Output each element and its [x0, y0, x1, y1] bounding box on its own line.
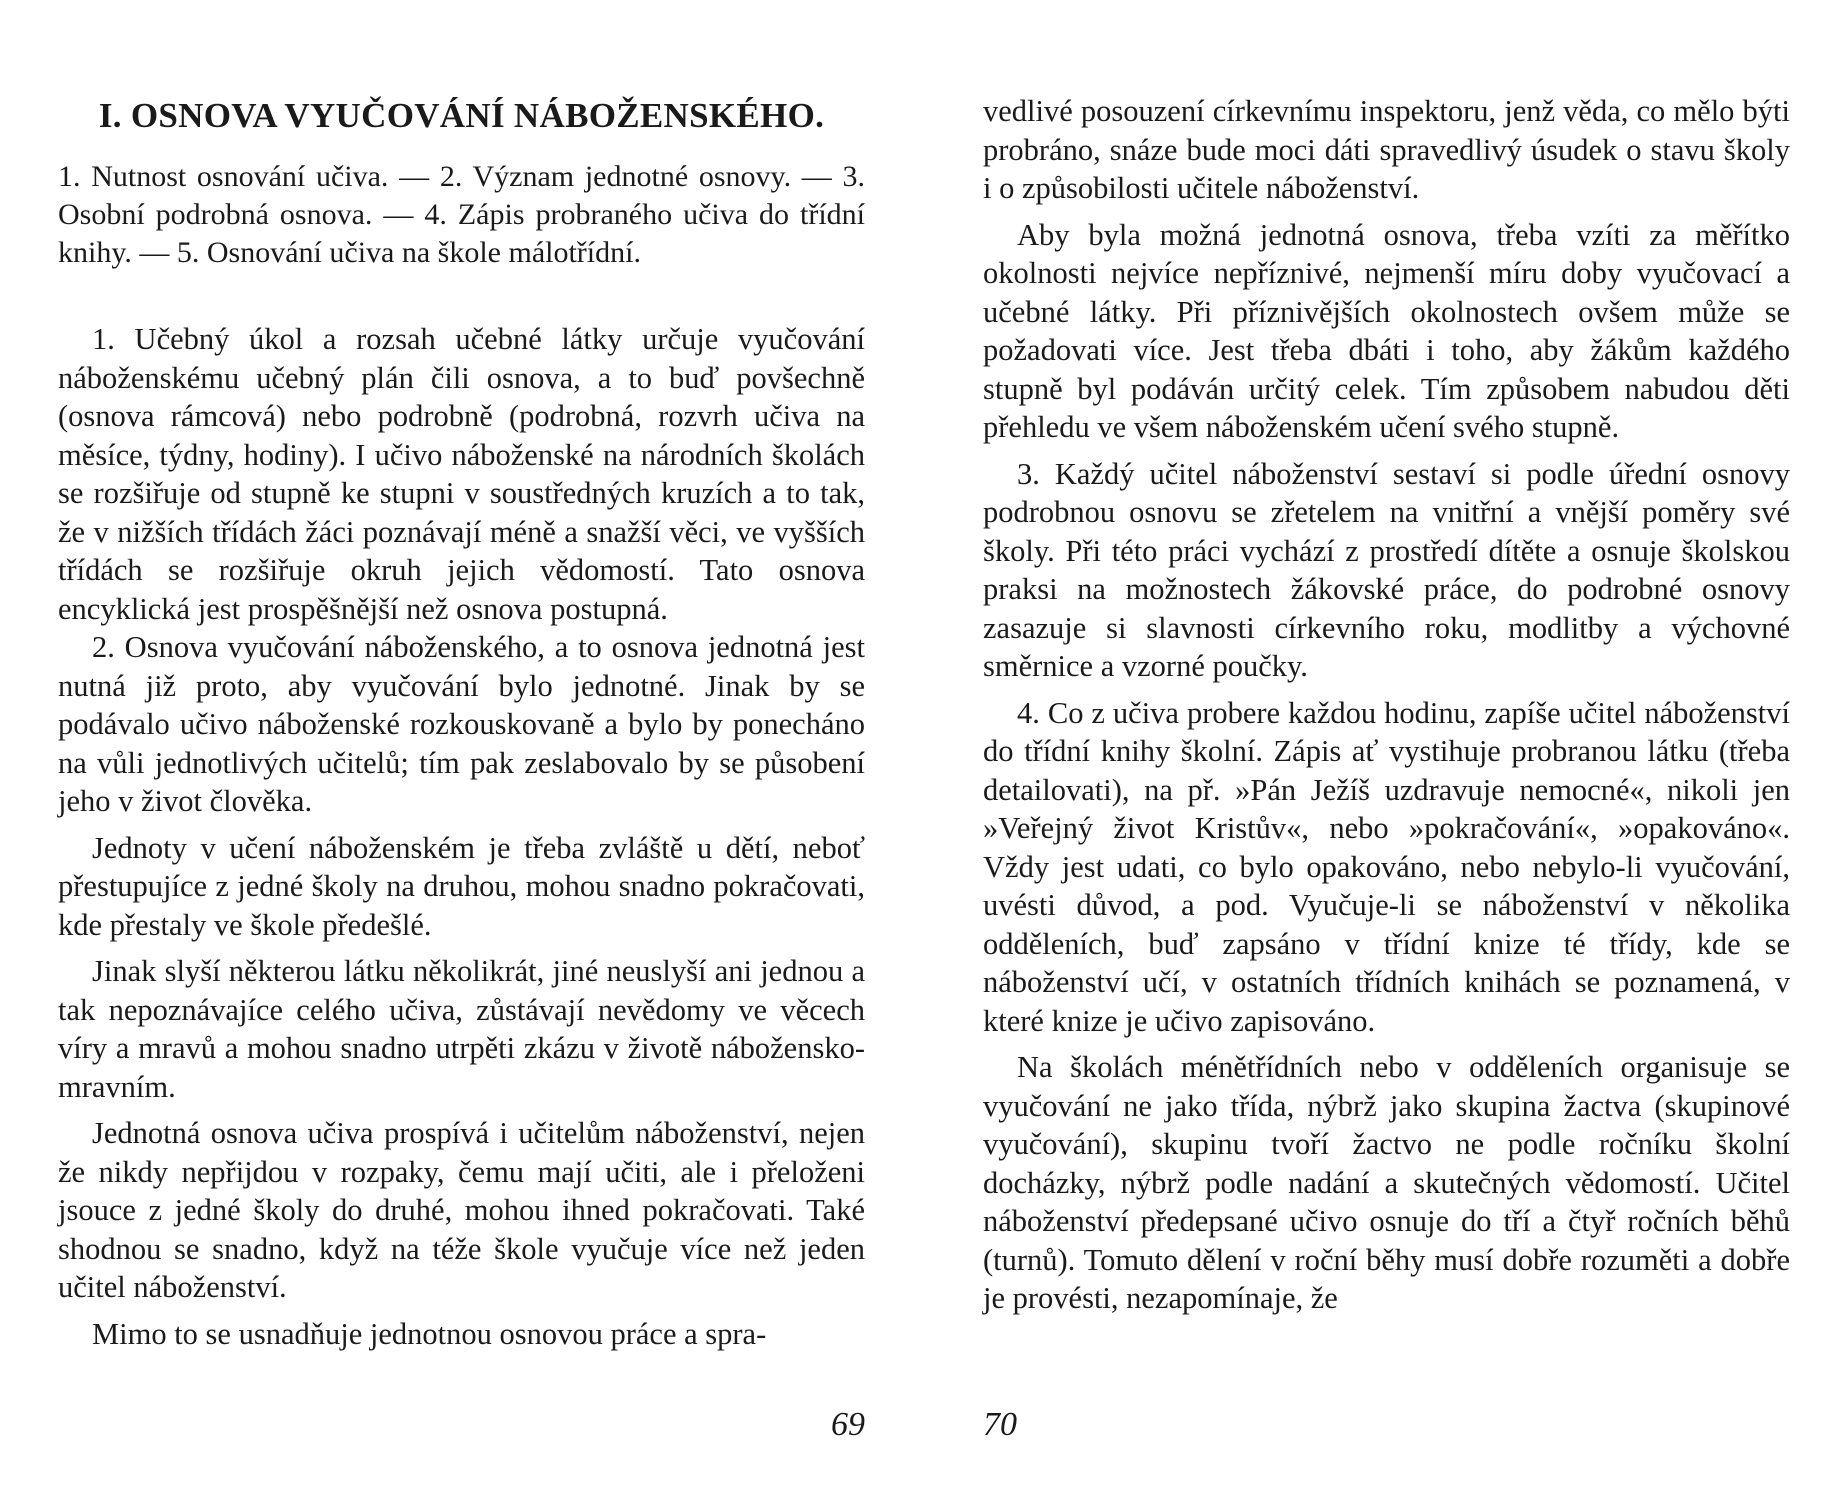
paragraph: 2. Osnova vyučování náboženského, a to osnova jednotná jest nutná již proto, aby vyučování bylo jednotné. Jinak by se podávalo učivo náboženské rozkouskovaně a bylo by ponecháno na vůli jednotlivých učitelů; tím pak zeslabovalo by se působení jeho v život člověka.	[58, 630, 865, 818]
paragraph: Mimo to se usnadňuje jednotnou osnovou práce a spra-	[92, 1316, 767, 1351]
paragraph: 4. Co z učiva probere každou hodinu, zapíše učitel náboženství do třídní knihy školní. Zápis ať vystihuje probranou látku (třeba detailovati), na př. »Pán Ježíš uzdravuje nemocné«, nikoli jen »Veřejný život Kristův«, nebo »pokračování«, »opakováno«. Vždy jest udati, co bylo opakováno, nebo nebylo-li vyučování, uvésti důvod, a pod. Vyučuje-li se náboženství v několika odděleních, buď zapsáno v třídní knize té třídy, kde se náboženství učí, v ostatních třídních knihách se poznamená, v které knize je učivo zapisováno.	[983, 695, 1790, 1038]
right-page	[983, 0, 1790, 1443]
paragraph: Na školách ménětřídních nebo v odděleních organisuje se vyučování ne jako třída, nýbrž jako skupina žactva (skupinové vyučování), skupinu tvoří žactvo ne podle ročníku školní docházky, nýbrž podle nadání a skutečných vědomostí. Učitel náboženství předepsané učivo osnuje do tří a čtyř ročních běhů (turnů). Tomuto dělení v roční běhy musí dobře rozuměti a dobře je provésti, nezapomínaje, že	[983, 1050, 1790, 1315]
page-number: 70	[983, 1406, 1017, 1443]
chapter-heading: I. OSNOVA VYUČOVÁNÍ NÁBOŽENSKÉHO.	[98, 96, 825, 135]
right-body	[983, 92, 1790, 1318]
paragraph: Jednoty v učení náboženském je třeba zvláště u dětí, neboť přestupujíce z jedné školy na druhou, mohou snadno pokračovati, kde přestaly ve škole předešlé.	[58, 830, 865, 942]
paragraph: 1. Učebný úkol a rozsah učebné látky určuje vyučování náboženskému učebný plán čili osnova, a to buď povšechně (osnova rámcová) nebo podrobně (podrobná, rozvrh učiva na měsíce, týdny, hodiny). I učivo náboženské na národních školách se rozšiřuje od stupně ke stupni v soustředných kruzích a to tak, že v nižších třídách žáci poznávají méně a snažší věci, ve vyšších třídách se rozšiřuje okruh jejich vědomostí. Tato osnova encyklická jest prospěšnější než osnova postupná.	[58, 322, 865, 626]
chapter-summary: 1. Nutnost osnování učiva. — 2. Význam jednotné osnovy. — 3. Osobní podrobná osnova. — 4. Zápis probraného učiva do třídní knihy. — 5. Osnování učiva na škole málotřídní.	[58, 160, 865, 269]
paragraph: Jednotná osnova učiva prospívá i učitelům náboženství, nejen že nikdy nepřijdou v rozpaky, čemu mají učiti, ale i přeloženi jsouce z jedné školy do druhé, mohou ihned pokračovati. Také shodnou se snadno, když na téže škole vyučuje více než jeden učitel náboženství.	[58, 1116, 865, 1304]
page-number: 69	[831, 1406, 865, 1443]
paragraph: 3. Každý učitel náboženství sestaví si podle úřední osnovy podrobnou osnovu se zřetelem na vnitřní a vnější poměry své školy. Při této práci vychází z prostředí dítěte a osnuje školskou praksi na možnostech žákovské práce, do podrobné osnovy zasazuje si slavnosti církevního roku, modlitby a výchovné směrnice a vzorné poučky.	[983, 456, 1790, 683]
paragraph: Aby byla možná jednotná osnova, třeba vzíti za měřítko okolnosti nejvíce nepříznivé, nejmenší míru doby vyučovací a učebné látky. Při příznivějších okolnostech ovšem může se požadovati více. Jest třeba dbáti i toho, aby žákům každého stupně byl podáván určitý celek. Tím způsobem nabudou děti přehledu ve všem náboženském učení svého stupně.	[983, 217, 1790, 444]
left-page	[58, 0, 865, 1443]
paragraph: Jinak slyší některou látku několikrát, jiné neuslyší ani jednou a tak nepoznávajíce celého učiva, zůstávají nevědomy ve věcech víry a mravů a mohou snadno utrpěti zkázu v životě nábožensko-mravním.	[58, 954, 865, 1104]
left-body	[58, 320, 865, 1353]
paragraph: vedlivé posouzení církevnímu inspektoru, jenž věda, co mělo býti probráno, snáze bude moci dáti spravedlivý úsudek o stavu školy i o způsobilosti učitele náboženství.	[983, 94, 1790, 205]
